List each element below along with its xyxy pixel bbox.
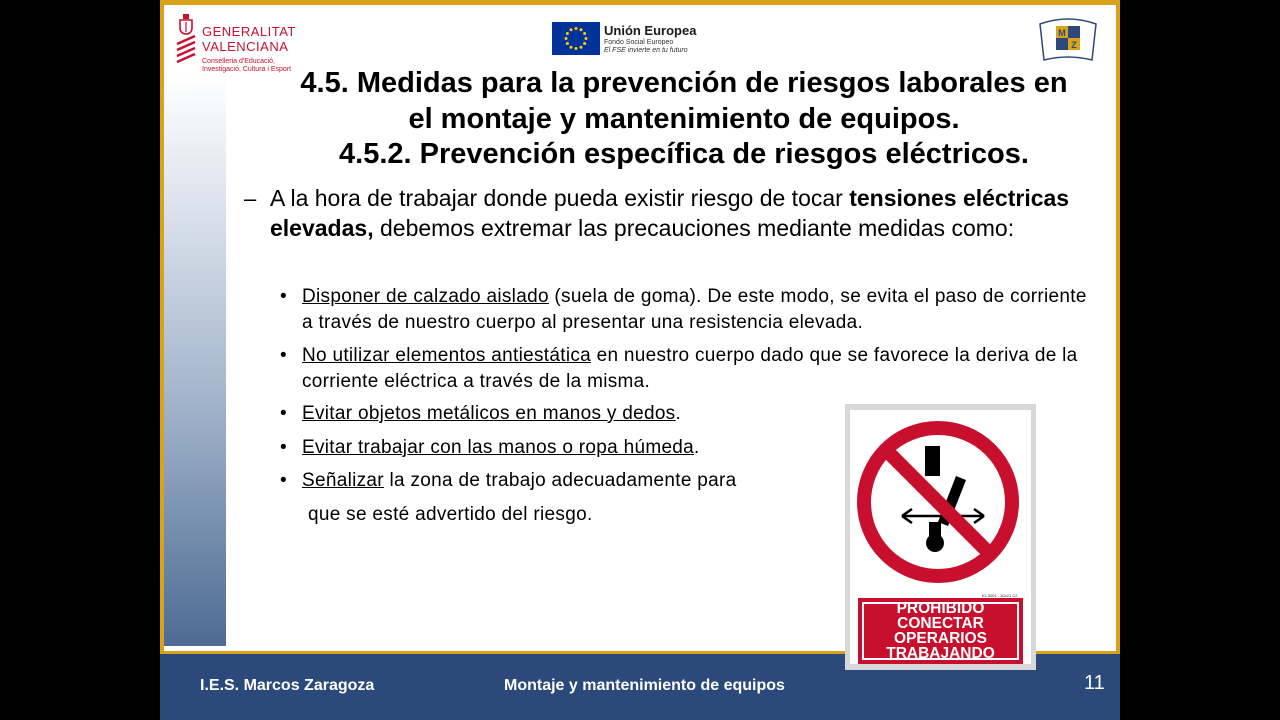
generalitat-name xyxy=(202,24,296,54)
gva-dept-line1: Conselleria d'Educació, xyxy=(202,58,275,65)
page-number: 11 xyxy=(1084,672,1105,694)
gva-dept-line2: Investigació, Cultura i Esport xyxy=(202,66,292,73)
footer-school: I.E.S. Marcos Zaragoza xyxy=(200,677,375,694)
footer-course: Montaje y mantenimiento de equipos xyxy=(504,677,785,694)
sign-line-1: PROHIBIDO xyxy=(896,600,985,617)
sign-line-4: TRABAJANDO xyxy=(886,645,995,662)
bullet-dot: • xyxy=(280,286,287,307)
bullet-dot: • xyxy=(280,470,287,491)
title-line-3: 4.5.2. Prevención específica de riesgos eléctricos. xyxy=(339,138,1029,170)
eu-subtitle-line2: El FSE invierte en tu futuro xyxy=(604,47,688,54)
intro-text xyxy=(270,184,1094,243)
list-continuation: que se esté advertido del riesgo. xyxy=(308,504,593,525)
generalitat-emblem-icon xyxy=(174,14,198,66)
sign-text-plate xyxy=(858,598,1023,664)
eu-subtitle xyxy=(604,39,688,55)
sign-line-2: CONECTAR xyxy=(897,615,984,632)
mz-letter-z: Z xyxy=(1071,40,1077,50)
title-line-1: 4.5. Medidas para la prevención de riesgos laborales en xyxy=(300,67,1068,99)
measure-text: . xyxy=(694,436,700,458)
measure-text: la zona de trabajo adecuadamente para xyxy=(383,470,737,491)
bullet-dot: • xyxy=(280,403,287,424)
side-gradient-band xyxy=(164,74,226,646)
sign-panel xyxy=(850,410,1031,664)
eu-title: Unión Europea xyxy=(604,23,697,38)
intro-text-before: A la hora de trabajar donde pueda existir riesgo de tocar xyxy=(270,185,850,211)
slide-title xyxy=(258,66,1110,173)
measure-text: (suela de goma). De este modo, se evita el paso de corriente a través de nuestro cuerpo al presentar una resistencia elevada. xyxy=(302,286,1087,333)
mz-letter-m: M xyxy=(1058,28,1066,38)
title-line-2: el montaje y mantenimiento de equipos. xyxy=(408,102,960,135)
list-item xyxy=(280,284,1100,335)
measure-underlined: Evitar objetos metálicos en manos y dedos xyxy=(302,403,676,424)
gva-name-line2: VALENCIANA xyxy=(202,39,289,54)
sign-code: EL 5001 - 30x21 C2 xyxy=(982,593,1018,598)
eu-logo xyxy=(552,22,732,58)
eu-subtitle-line1: Fondo Social Europeo xyxy=(604,39,674,46)
sign-text-frame xyxy=(862,602,1019,660)
bullet-dot: • xyxy=(280,436,287,458)
measure-underlined: Disponer de calzado aislado xyxy=(302,286,549,307)
sign-line-3: OPERARIOS xyxy=(893,630,987,647)
dash-bullet: – xyxy=(244,186,257,211)
prohibition-switch-icon xyxy=(850,410,1031,595)
gva-name-line1: GENERALITAT xyxy=(202,24,296,39)
measure-text: en nuestro cuerpo dado que se favorece la deriva de la corriente eléctrica a través de la misma. xyxy=(302,345,1078,392)
list-item xyxy=(280,343,1100,394)
measure-underlined: No utilizar elementos antiestática xyxy=(302,345,592,366)
measure-text: . xyxy=(675,403,682,424)
ies-mz-logo xyxy=(1036,14,1100,66)
measure-underlined: Evitar trabajar con las manos o ropa húmeda xyxy=(302,436,695,458)
prohibition-sign xyxy=(845,404,1036,670)
eu-flag-icon xyxy=(552,22,600,55)
measure-underlined: Señalizar xyxy=(302,470,384,491)
intro-bold: tensiones eléctricas elevadas, xyxy=(270,185,1070,241)
bullet-dot: • xyxy=(280,345,287,366)
intro-text-after: debemos extremar las precauciones mediante medidas como: xyxy=(373,214,1015,241)
